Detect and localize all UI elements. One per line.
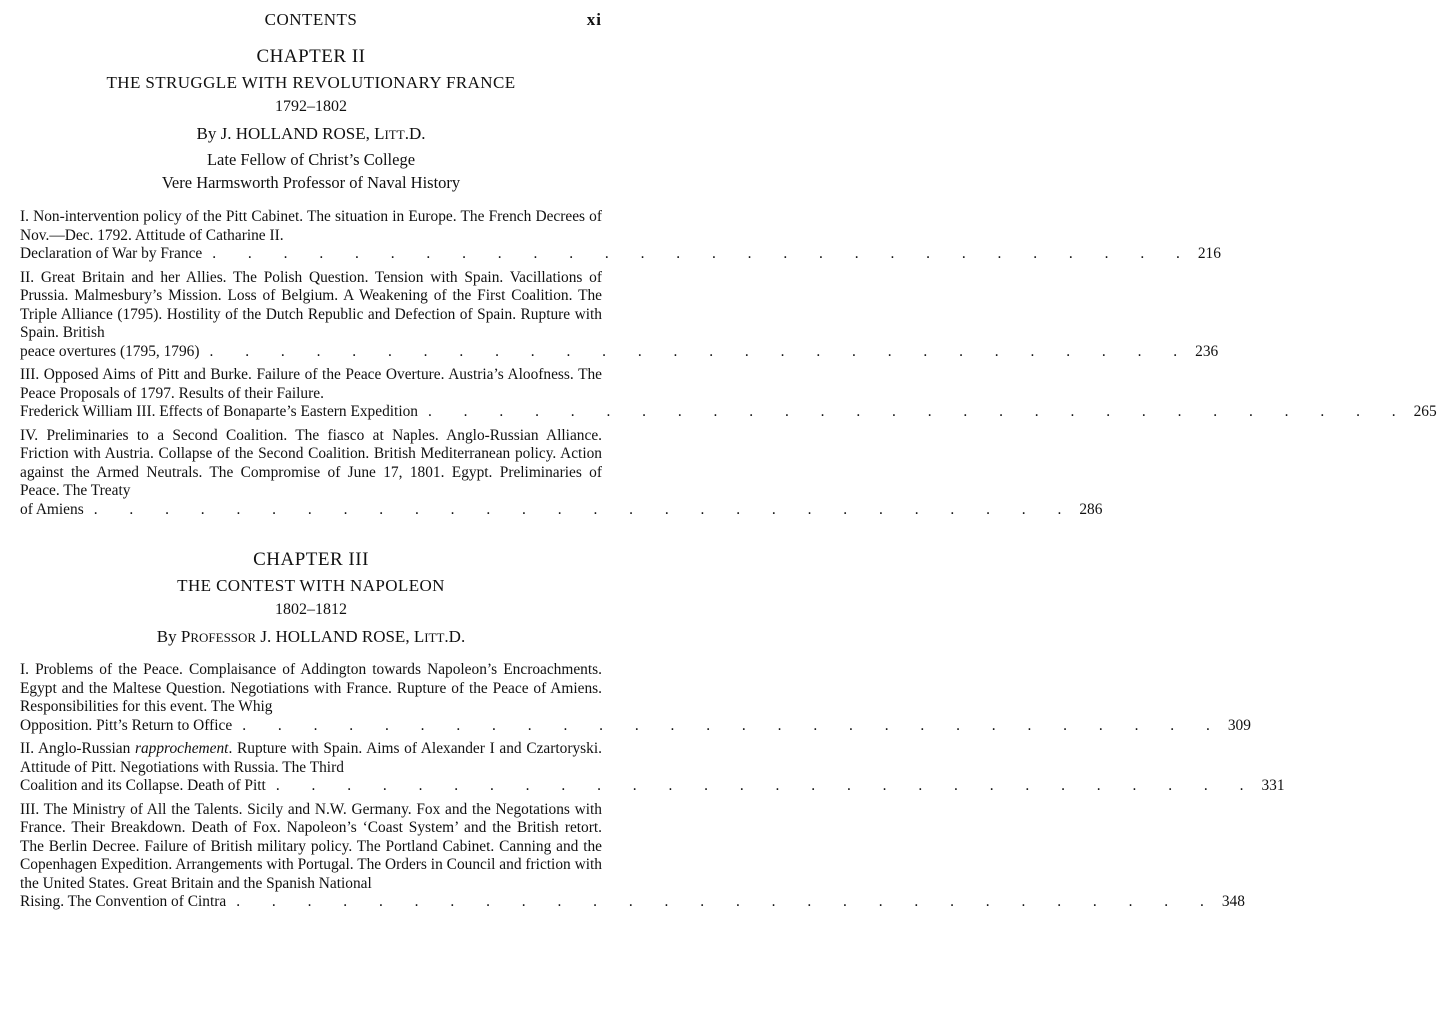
contents-entry — [20, 740, 1285, 796]
author-affiliation: Vere Harmsworth Professor of Naval History — [161, 173, 461, 192]
dot-leader: . . . . . . . . . . . . . . . . . . . . . . . . . . . . — [209, 342, 1192, 360]
entry-text: . Rupture with Spain. Aims of Alexander I and Czartoryski. Attitude of Pitt. Negotiations with Russia. The Third — [20, 740, 602, 776]
chapter-title: THE STRUGGLE WITH REVOLUTIONARY FRANCE — [106, 73, 516, 92]
contents-entry — [20, 661, 1251, 735]
entry-page-number: 216 — [1197, 245, 1221, 262]
dot-leader: . . . . . . . . . . . . . . . . . . . . . . . . . . . . — [242, 716, 1224, 734]
chapter-number: CHAPTER III — [253, 549, 369, 570]
entry-last-line — [20, 245, 1221, 264]
dot-leader: . . . . . . . . . . . . . . . . . . . . . . . . . . . . — [275, 777, 1258, 794]
chapter-author — [20, 624, 602, 651]
entry-page-number: 331 — [1261, 777, 1285, 794]
entry-text: II. Great Britain and her Allies. The Polish Question. Tension with Spain. Vacillations of Prussia. Malmesbury’s Mission. Loss of Belgium. A Weakening of the First Coalition. The Triple Alliance (1795). Hostility of the Dutch Republic and Defection of Spain. Rupture with Spain. British — [20, 268, 602, 341]
author-text-smallcaps: ITT — [384, 127, 405, 142]
entry-page-number: 265 — [1413, 403, 1437, 420]
author-affiliation: Late Fellow of Christ’s College — [206, 150, 416, 169]
entry-last-line — [20, 500, 1103, 520]
chapter-dates: 1802–1812 — [275, 601, 347, 618]
entry-page-number: 309 — [1227, 716, 1251, 734]
chapter-author — [20, 121, 602, 148]
author-text-mid: J. HOLLAND ROSE, L — [256, 627, 425, 646]
entry-last-line — [20, 403, 1437, 422]
entry-text-end: Coalition and its Collapse. Death of Pitt — [20, 777, 266, 794]
entry-text: I. Non-intervention policy of the Pitt Cabinet. The situation in Europe. The French Decrees of Nov.—Dec. 1792. Attitude of Catharine II. — [20, 208, 602, 244]
entry-last-line — [20, 777, 1285, 796]
entry-text-end: Declaration of War by France — [20, 245, 203, 262]
entry-text-end: Rising. The Convention of Cintra — [20, 893, 227, 910]
chapter-3-header — [20, 547, 602, 651]
contents-entry — [20, 268, 1219, 362]
dot-leader: . . . . . . . . . . . . . . . . . . . . . . . . . . . . — [212, 245, 1194, 262]
entry-text: IV. Preliminaries to a Second Coalition. The fiasco at Naples. Anglo-Russian Alliance. Friction with Austria. Collapse of the Second Coalition. British Mediterranean policy. Action against the Armed Neutrals. The Compromise of June 17, 1801. Egypt. Preliminaries of Peace. The Treaty — [20, 426, 602, 499]
entry-text: II. Anglo-Russian — [20, 740, 135, 757]
author-text-end: .D. — [444, 627, 466, 646]
chapter-dates: 1792–1802 — [275, 98, 347, 115]
page-number: xi — [586, 10, 602, 29]
dot-leader: . . . . . . . . . . . . . . . . . . . . . . . . . . . . — [236, 893, 1218, 910]
entry-text: I. Problems of the Peace. Complaisance of Addington towards Napoleon’s Encroachments. Egypt and the Maltese Question. Negotiations with France. Rupture of the Peace of Amiens. Responsibilities for this event. The Whig — [20, 661, 602, 715]
entry-page-number: 348 — [1221, 893, 1245, 910]
chapter-title: THE CONTEST WITH NAPOLEON — [177, 576, 445, 595]
entry-last-line — [20, 893, 1245, 912]
dot-leader: . . . . . . . . . . . . . . . . . . . . . . . . . . . . — [427, 403, 1410, 420]
contents-entry — [20, 426, 1103, 520]
entry-text-end: of Amiens — [20, 500, 84, 518]
entry-text-end: Opposition. Pitt’s Return to Office — [20, 716, 233, 734]
author-text-smallcaps: ITT — [424, 630, 445, 645]
author-text-end: .D. — [404, 124, 426, 143]
chapter-number: CHAPTER II — [256, 46, 366, 67]
entry-text: III. Opposed Aims of Pitt and Burke. Failure of the Peace Overture. Austria’s Aloofness. The Peace Proposals of 1797. Results of their Failure. — [20, 366, 602, 402]
entry-text-italic: rapprochement — [134, 740, 229, 757]
entry-last-line — [20, 716, 1251, 736]
running-head-title: CONTENTS — [264, 10, 358, 29]
entry-text-end: Frederick William III. Effects of Bonaparte’s Eastern Expedition — [20, 403, 418, 420]
entry-text: III. The Ministry of All the Talents. Sicily and N.W. Germany. Fox and the Negotations with France. Their Breakdown. Death of Fox. Napoleon’s ‘Coast System’ and the British retort. The Berlin Decree. Failure of British military policy. The Portland Cabinet. Canning and the Copenhagen Expedition. Arrangements with Portugal. The Orders in Council and friction with the United States. Great Britain and the Spanish National — [20, 800, 602, 892]
chapter-3-entries — [20, 661, 1285, 912]
contents-entry — [20, 366, 1437, 422]
running-head — [20, 10, 602, 38]
contents-entry — [20, 208, 1221, 264]
chapter-2-entries — [20, 208, 1437, 519]
entry-page-number: 286 — [1079, 500, 1103, 518]
author-text: By P — [156, 627, 191, 646]
contents-entry — [20, 800, 1245, 912]
entry-last-line — [20, 342, 1219, 362]
author-text-smallcaps: ROFESSOR — [190, 630, 257, 645]
chapter-2-header — [20, 44, 602, 194]
entry-text-end: peace overtures (1795, 1796) — [20, 342, 200, 360]
author-text: By J. HOLLAND ROSE, L — [196, 124, 385, 143]
dot-leader: . . . . . . . . . . . . . . . . . . . . . . . . . . . . — [93, 500, 1076, 518]
entry-page-number: 236 — [1195, 342, 1219, 360]
